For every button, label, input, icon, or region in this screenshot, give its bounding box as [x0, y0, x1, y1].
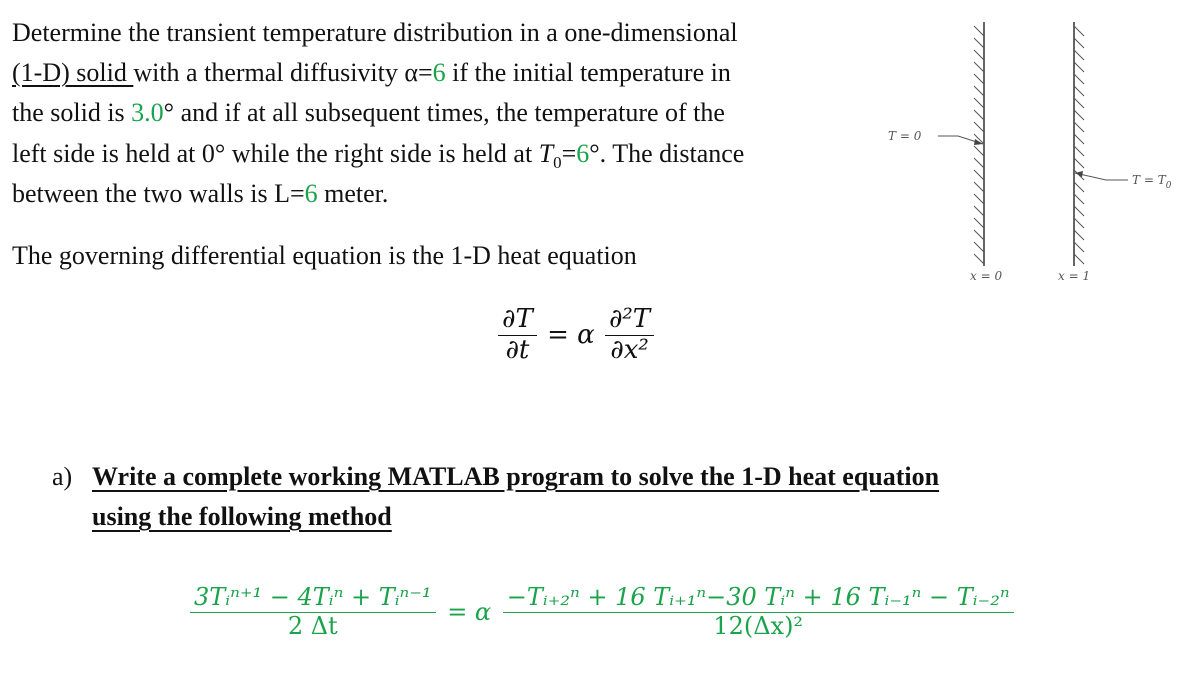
length-value: 6: [304, 179, 318, 208]
problem-text-6: The governing differential equation is the 1-D heat equation: [12, 241, 637, 270]
problem-text-2b: with a thermal diffusivity α=: [133, 58, 433, 87]
x1-label: x = 1: [1058, 269, 1091, 283]
diffusivity-value: 6: [432, 58, 446, 87]
x0-label: x = 0: [970, 269, 1003, 283]
right-boundary-label-sub: 0: [1165, 181, 1172, 191]
rhs-denominator: ∂x²: [610, 334, 649, 365]
lhs-numerator: ∂T: [502, 304, 533, 334]
pde-equals-alpha: = α: [547, 320, 595, 351]
scheme-lhs-fraction: [190, 584, 436, 640]
problem-line-4: [12, 139, 744, 173]
problem-text-5c: meter.: [317, 179, 389, 208]
right-temp-value: 6: [576, 139, 590, 168]
problem-line-6: [12, 241, 637, 271]
rhs-fraction: [605, 305, 654, 366]
left-wall-hatching: [974, 26, 984, 264]
problem-text-2a: (1-D) solid: [12, 58, 134, 87]
numerical-scheme: [190, 584, 1014, 640]
lhs-denominator: ∂t: [505, 334, 530, 365]
problem-line-5: [12, 179, 388, 209]
scheme-lhs-numerator: 3Tᵢⁿ⁺¹ − 4Tᵢⁿ + Tᵢⁿ⁻¹: [194, 583, 432, 611]
question-a-label: a): [52, 462, 73, 491]
scheme-lhs-denominator: 2 Δt: [287, 611, 338, 640]
problem-text-1: Determine the transient temperature distribution in a one-dimensional: [12, 18, 738, 47]
problem-text-3a: the solid is: [12, 98, 132, 127]
right-boundary-label: [1132, 173, 1172, 191]
question-a-line-2: using the following method: [92, 502, 392, 531]
problem-text-5a: between the two walls is L=: [12, 179, 305, 208]
question-a-line-1: Write a complete working MATLAB program to solve the 1-D heat equation: [92, 462, 940, 491]
t0-subscript: 0: [553, 153, 562, 173]
scheme-rhs-fraction: [503, 584, 1014, 640]
walls-diagram: [880, 14, 1185, 294]
right-boundary-label-main: T = T: [1132, 173, 1166, 187]
rhs-numerator: ∂²T: [608, 304, 651, 334]
problem-text-4f: °. The distance: [589, 139, 745, 168]
t0-symbol: T: [538, 139, 554, 168]
problem-line-1: [12, 18, 738, 48]
lhs-fraction: [498, 305, 537, 366]
right-wall-hatching: [1074, 26, 1084, 264]
scheme-rhs-denominator: 12(Δx)²: [713, 611, 804, 640]
problem-text-2d: if the initial temperature in: [445, 58, 731, 87]
left-boundary-label: T = 0: [888, 129, 922, 143]
problem-text-3c: ° and if at all subsequent times, the temperature of the: [163, 98, 725, 127]
problem-line-2: [12, 58, 731, 88]
problem-line-3: [12, 98, 725, 128]
heat-equation: [498, 305, 654, 366]
scheme-equals-alpha: = α: [447, 598, 492, 627]
problem-text-4a: left side is held at 0° while the right side is held at: [12, 139, 539, 168]
initial-temp-value: 3.0: [131, 98, 164, 127]
scheme-rhs-numerator: −Tᵢ₊₂ⁿ + 16 Tᵢ₊₁ⁿ−30 Tᵢⁿ + 16 Tᵢ₋₁ⁿ − Tᵢ₋₂ⁿ: [506, 583, 1010, 611]
problem-text-4d: =: [561, 139, 577, 168]
